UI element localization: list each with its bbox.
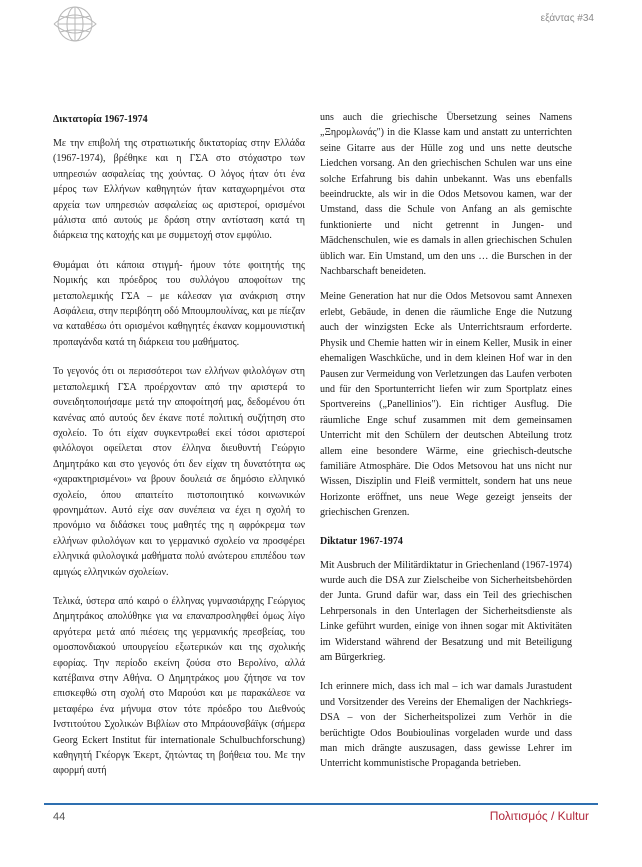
paragraph: uns auch die griechische Übersetzung seines Namens „Ξηρομλωνάς") in die Klasse kam und anstatt zu unterrichten seine Gitarre aus der Hülle zog und uns nette deutsche Liedchen vorsang. An den griechischen Schulen war uns eine solche Erfahrung bis dahin unbekannt. Was uns ebenfalls beeindruckte, als wir in die Odos Metsovou kamen, war der Umstand, dass die Schule von Anfang an als gemischte funktionierte und nicht getrennt in Jungen- und Mädchenschulen, wie es damals in allen griechischen Schulen üblich war. Ein Umstand, um den uns … die Burschen in der Nachbarschaft beneideten. [320,112,572,278]
left-column [53,113,305,793]
paragraph: Meine Generation hat nur die Odos Metsovou samt Annexen erlebt, Gebäude, in denen die räumliche Enge die Nutzung auch der winzigsten Ecke als Unterrichtsraum erforderte. Physik und Chemie hatten wir in einem Keller, Musik in einer ehemaligen Waschküche, und in dem kleinen Hof war in den Pausen zur Vermeidung von Verletzungen das Laufen verboten und für den Sportunterricht liefen wir zum Sportplatz eines Sportvereins („Panellinios"). Ein richtiger Ausflug. Die räumliche Enge schuf zusammen mit dem gemeinsamen Unterricht mit den Schülern der deutschen Abteilung trotz allem eine besondere Wärme, eine griechisch-deutsche familiäre Atmosphäre. Die Odos Metsovou hat uns nicht nur Wissen, Disziplin und Fleiß vermittelt, sondern hat uns neue Horizonte eröffnet, uns neue Wege gezeigt jenseits der griechischen Grenzen. [320,291,572,519]
section-heading-german: Diktatur 1967-1974 [320,535,403,547]
paragraph: Με την επιβολή της στρατιωτικής δικτατορίας στην Ελλάδα (1967-1974), βρέθηκε και η ΓΣΑ στο στόχαστρο των υπηρεσιών ασφαλείας της χούντας. Ο λόγος ήταν ότι ένα μέρος των Ελλήνων καθηγητών ήταν καταχωρημένοι στα αρχεία των υπηρεσιών ασφαλείας ως αριστεροί, ορισμένοι μάλιστα από αυτούς με δράση στην αντίσταση κατά τη διάρκεια της κατοχής και με συμμετοχή στον εμφύλιο. [53,138,305,242]
paragraph: Το γεγονός ότι οι περισσότεροι των ελλήνων φιλολόγων στη μεταπολεμική ΓΣΑ προέρχονταν από την αριστερά το συνειδητοποιήσαμε μετά την αποφοίτησή μας, δεδομένου ότι κανένας από αυτούς δεν έκανε ποτέ πολιτική συζήτηση στο σχολείο. Το ότι είχαν συγκεντρωθεί εκεί τόσοι αριστεροί φιλόλογοι οφείλεται στον έλληνα διευθυντή Γεώργιο Δημητράκο και στο γεγονός ότι δεν είχαν τη δυνατότητα ως «χαρακτηρισμένοι» να βρουν δουλειά σε δημόσιο ελληνικό σχολείο, όπου απαιτείτο πιστοποιητικό κοινωνικών φρονημάτων. Αυτό είχε σαν συνέπεια να έχει η σχολή το προνόμιο να διδάσκει τους μαθητές της η αφρόκρεμα των ελλήνων φιλολόγων και το γερμανικό σχολείο να προσφέρει ελληνικά φιλολογικά μαθήματα πολύ ανώτερου επιπέδου των αμιγώς ελληνικών σχολείων. [53,366,305,578]
paragraph: Ich erinnere mich, dass ich mal – ich war damals Jurastudent und Vorsitzender des Vereins der Ehemaligen der Nachkriegs-DSA – von der Sicherheitspolizei zum Verhör in die berüchtigte Odos Boubioulinas vorgeladen wurde und dass man mich drängte auszusagen, dass gewisse Lehrer im Unterricht kommunistische Propaganda betrieben. [320,681,572,770]
section-title: Πολιτισμός / Kultur [489,809,589,823]
right-column [320,110,572,786]
paragraph: Mit Ausbruch der Militärdiktatur in Griechenland (1967-1974) wurde auch die DSA zur Zielscheibe von Sicherheitsbehörden der Junta. Grund dafür war, dass ein Teil des griechischen Lehrpersonals in den Unterlagen der Sicherheitsdienste als Linke geführt wurden, einige von ihnen sogar mit Aktivitäten im Widerstand während der Besatzung und mit Beteiligung am Bürgerkrieg. [320,559,572,663]
page-number: 44 [53,811,66,823]
section-heading-greek: Δικτατορία 1967-1974 [53,114,148,125]
paragraph: Θυμάμαι ότι κάποια στιγμή- ήμουν τότε φοιτητής της Νομικής και πρόεδρος του συλλόγου αποφοίτων της μεταπολεμικής ΓΣΑ – με κάλεσαν για ανάκριση στην Ασφάλεια, στην περιβόητη οδό Μπουμπουλίνας, και με πίεζαν να καταθέσω ότι ορισμένοι καθηγητές έκαναν κομμουνιστική προπαγάνδα κατά τη διάρκεια του μαθήματος. [53,259,305,348]
publication-header: εξάντας #34 [540,13,594,24]
paragraph: Τελικά, ύστερα από καιρό ο έλληνας γυμνασιάρχης Γεώργιος Δημητράκος απολύθηκε για να επαναπροσληφθεί όμως λίγο αργότερα μετά από πιέσεις της γερμανικής πρεσβείας, του ομοσπονδιακού υπουργείου εξωτερικών και της σχολικής εφορίας. Την περίοδο εκείνη ζούσα στο Βερολίνο, αλλά κατέβαινα στην Αθήνα. Ο Δημητράκος μου ζήτησε να τον επισκεφθώ στη σχολή στο Μαρούσι και με παρακάλεσε να μεταφέρω ένα μήνυμα στον τότε πρόεδρο του Διεθνούς Ινστιτούτου Σχολικών Βιβλίων στο Μπράουνσβάϊγκ (σήμερα Georg Eckert Institut für internationale Schulbuchforschung) καθηγητή Γκέοργκ Έκερτ, ζητώντας τη βοήθεια του. Με την αφορμή αυτή [53,595,305,777]
footer-rule [44,803,598,805]
globe-logo-icon [50,4,100,44]
